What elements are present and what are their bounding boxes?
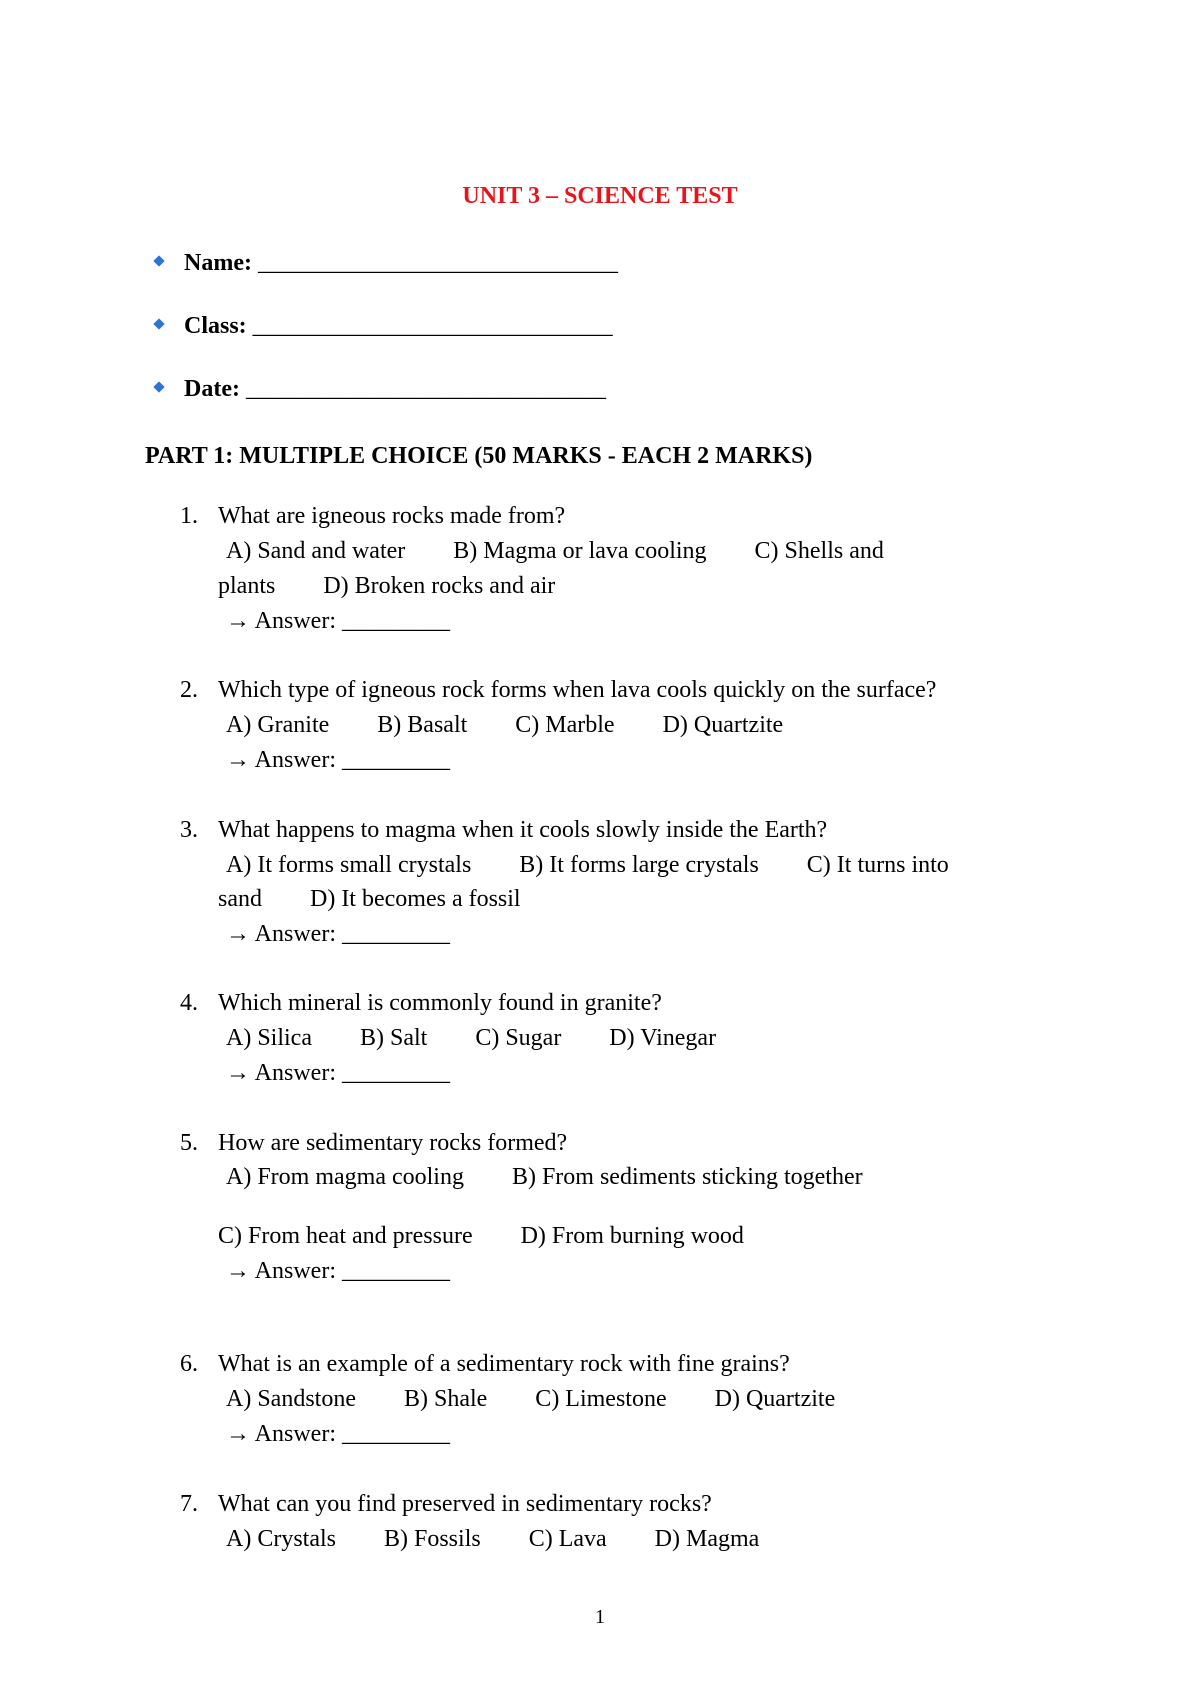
document-title: UNIT 3 – SCIENCE TEST bbox=[462, 183, 738, 209]
options-line: A) Silica B) Salt C) Sugar D) Vinegar bbox=[226, 1025, 717, 1051]
question-text: What happens to magma when it cools slowly inside the Earth? bbox=[218, 817, 828, 843]
question-text: What can you find preserved in sedimentary rocks? bbox=[218, 1491, 712, 1517]
diamond-bullet-icon bbox=[153, 256, 164, 267]
diamond-bullet-icon bbox=[153, 382, 164, 393]
page-number: 1 bbox=[595, 1606, 605, 1628]
question-text: How are sedimentary rocks formed? bbox=[218, 1130, 568, 1156]
question-text: Which type of igneous rock forms when lava cools quickly on the surface? bbox=[218, 677, 937, 703]
answer-blank[interactable]: → Answer: _________ bbox=[226, 921, 450, 947]
options-line: A) Crystals B) Fossils C) Lava D) Magma bbox=[226, 1526, 760, 1552]
date-blank[interactable]: ______________________________ bbox=[245, 376, 606, 402]
question-text: What are igneous rocks made from? bbox=[218, 503, 566, 529]
answer-blank[interactable]: → Answer: _________ bbox=[226, 608, 450, 634]
question-number: 4. bbox=[180, 990, 198, 1016]
name-label: Name: bbox=[184, 250, 252, 276]
question-number: 1. bbox=[180, 503, 198, 529]
name-blank[interactable]: ______________________________ bbox=[257, 250, 618, 276]
part1-heading: PART 1: MULTIPLE CHOICE (50 MARKS - EACH 2 MARKS) bbox=[145, 443, 813, 469]
name-field bbox=[155, 250, 618, 277]
class-blank[interactable]: ______________________________ bbox=[252, 313, 613, 339]
options-line: A) It forms small crystals B) It forms large crystals C) It turns into bbox=[226, 852, 949, 878]
date-field bbox=[155, 376, 606, 403]
class-field bbox=[155, 313, 613, 340]
question-number: 7. bbox=[180, 1491, 198, 1517]
answer-blank[interactable]: → Answer: _________ bbox=[226, 1060, 450, 1086]
question-text: What is an example of a sedimentary rock with fine grains? bbox=[218, 1351, 790, 1377]
question-number: 3. bbox=[180, 817, 198, 843]
options-line: plants D) Broken rocks and air bbox=[218, 573, 556, 599]
class-label: Class: bbox=[184, 313, 247, 339]
options-line: A) Sand and water B) Magma or lava cooling C) Shells and bbox=[226, 538, 884, 564]
answer-blank[interactable]: → Answer: _________ bbox=[226, 747, 450, 773]
date-label: Date: bbox=[184, 376, 240, 402]
question-number: 2. bbox=[180, 677, 198, 703]
answer-blank[interactable]: → Answer: _________ bbox=[226, 1258, 450, 1284]
diamond-bullet-icon bbox=[153, 319, 164, 330]
options-line: C) From heat and pressure D) From burning wood bbox=[218, 1223, 744, 1249]
answer-blank[interactable]: → Answer: _________ bbox=[226, 1421, 450, 1447]
options-line: A) Granite B) Basalt C) Marble D) Quartzite bbox=[226, 712, 784, 738]
options-line: A) From magma cooling B) From sediments sticking together bbox=[226, 1164, 863, 1190]
question-number: 6. bbox=[180, 1351, 198, 1377]
options-line: sand D) It becomes a fossil bbox=[218, 886, 521, 912]
options-line: A) Sandstone B) Shale C) Limestone D) Quartzite bbox=[226, 1386, 836, 1412]
question-number: 5. bbox=[180, 1130, 198, 1156]
question-text: Which mineral is commonly found in granite? bbox=[218, 990, 662, 1016]
